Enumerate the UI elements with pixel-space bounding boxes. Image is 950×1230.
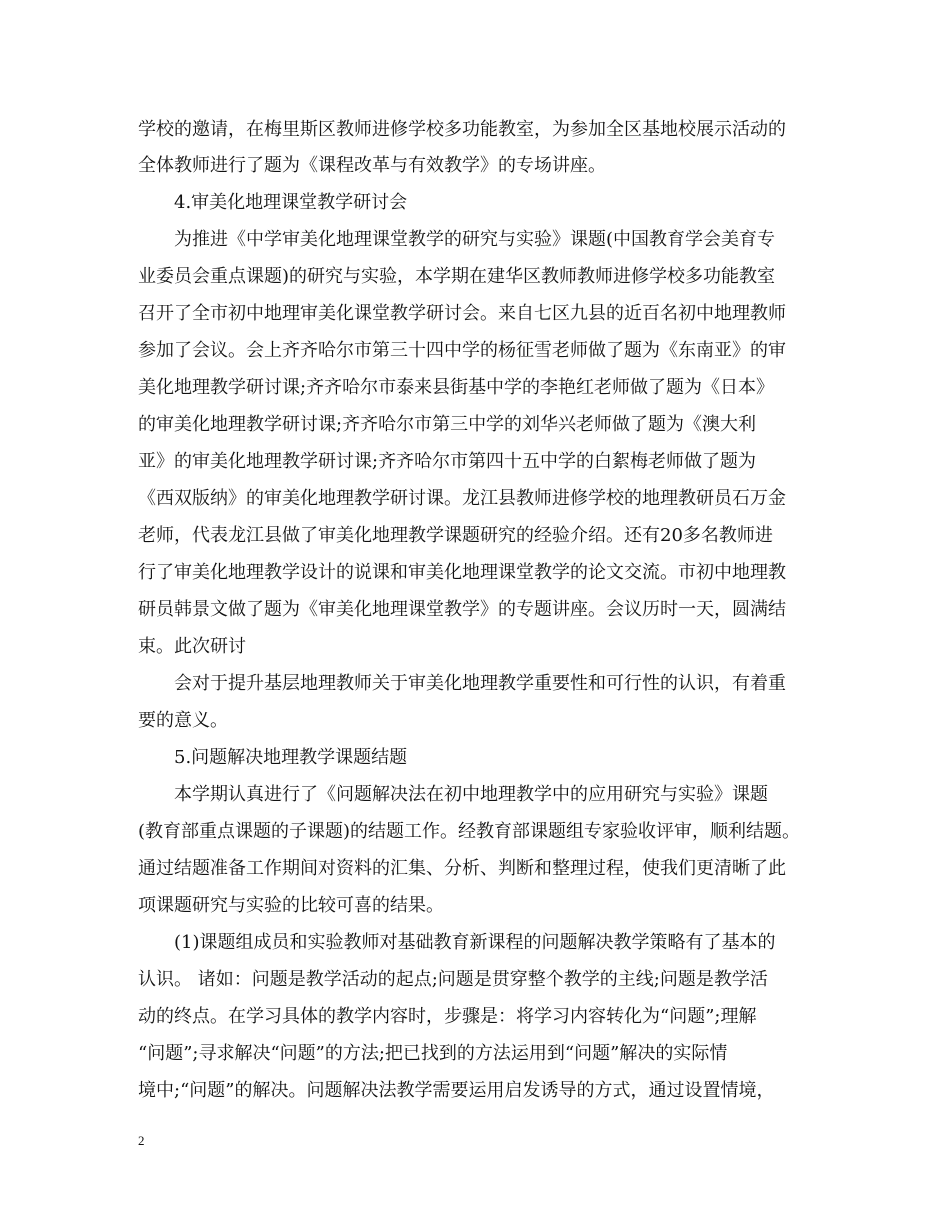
text-line: 为推进《中学审美化地理课堂教学的研究与实验》课题(中国教育学会美育专 bbox=[174, 229, 776, 250]
text-line: 境中;“问题”的解决。问题解决法教学需要运用启发诱导的方式，通过设置情境， bbox=[138, 1080, 775, 1101]
text-line: (教育部重点课题的子课题)的结题工作。经教育部课题组专家验收评审，顺利结题。 bbox=[138, 821, 801, 842]
text-line: 研员韩景文做了题为《审美化地理课堂教学》的专题讲座。会议历时一天，圆满结 bbox=[138, 599, 786, 620]
text-line: “问题”;寻求解决“问题”的方法;把已找到的方法运用到“问题”解决的实际情 bbox=[138, 1043, 728, 1064]
text-line: 参加了会议。会上齐齐哈尔市第三十四中学的杨征雪老师做了题为《东南亚》的审 bbox=[138, 340, 786, 361]
text-line: 业委员会重点课题)的研究与实验，本学期在建华区教师教师进修学校多功能教室 bbox=[138, 266, 776, 287]
text-line: 亚》的审美化地理教学研讨课;齐齐哈尔市第四十五中学的白絮梅老师做了题为 bbox=[138, 451, 757, 472]
text-line: 认识。 诸如：问题是教学活动的起点;问题是贯穿整个教学的主线;问题是教学活 bbox=[138, 969, 768, 990]
text-line: 动的终点。在学习具体的教学内容时，步骤是：将学习内容转化为“问题”;理解 bbox=[138, 1006, 757, 1027]
text-line: 要的意义。 bbox=[138, 710, 228, 731]
text-line: 会对于提升基层地理教师关于审美化地理教学重要性和可行性的认识，有着重 bbox=[174, 673, 786, 694]
text-line: 项课题研究与实验的比较可喜的结果。 bbox=[138, 895, 444, 916]
page-number: 2 bbox=[138, 1133, 145, 1148]
text-line: 的审美化地理教学研讨课;齐齐哈尔市第三中学的刘华兴老师做了题为《澳大利 bbox=[138, 414, 757, 435]
text-line: 束。此次研讨 bbox=[138, 636, 246, 657]
text-line: 召开了全市初中地理审美化课堂教学研讨会。来自七区九县的近百名初中地理教师 bbox=[138, 303, 786, 324]
text-line: 美化地理教学研讨课;齐齐哈尔市泰来县街基中学的李艳红老师做了题为《日本》 bbox=[138, 377, 775, 398]
text-line: 本学期认真进行了《问题解决法在初中地理教学中的应用研究与实验》课题 bbox=[174, 784, 768, 805]
text-line: 《西双版纳》的审美化地理教学研讨课。龙江县教师进修学校的地理教研员石万金 bbox=[138, 488, 786, 509]
section-heading: 4.审美化地理课堂教学研讨会 bbox=[174, 192, 408, 213]
text-line: 行了审美化地理教学设计的说课和审美化地理课堂教学的论文交流。市初中地理教 bbox=[138, 562, 786, 583]
text-line: 通过结题准备工作期间对资料的汇集、分析、判断和整理过程，使我们更清晰了此 bbox=[138, 858, 786, 879]
text-line: 学校的邀请，在梅里斯区教师进修学校多功能教室，为参加全区基地校展示活动的 bbox=[138, 119, 786, 140]
text-line: (1)课题组成员和实验教师对基础教育新课程的问题解决教学策略有了基本的 bbox=[174, 932, 776, 953]
section-heading: 5.问题解决地理教学课题结题 bbox=[174, 747, 408, 768]
text-line: 老师，代表龙江县做了审美化地理教学课题研究的经验介绍。还有20多名教师进 bbox=[138, 525, 773, 546]
text-line: 全体教师进行了题为《课程改革与有效教学》的专场讲座。 bbox=[138, 155, 606, 176]
